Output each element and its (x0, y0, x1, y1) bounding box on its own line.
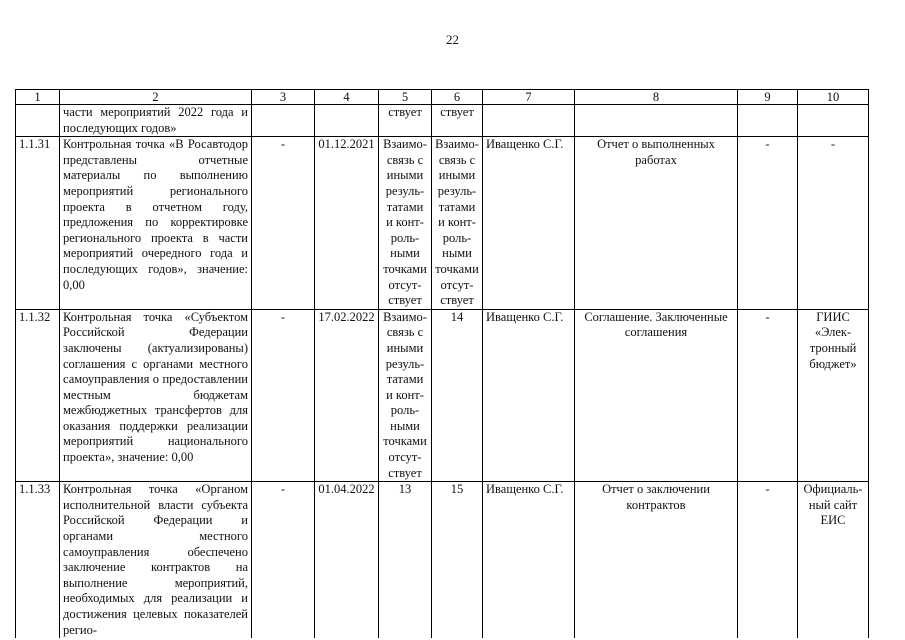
row-col9: - (738, 137, 798, 310)
row-responsible: Иващенко С.Г. (483, 309, 575, 482)
row-number (16, 105, 60, 137)
column-header: 5 (379, 90, 432, 105)
row-col9 (738, 105, 798, 137)
row-col6: 14 (432, 309, 483, 482)
row-col3: - (252, 309, 315, 482)
row-col6: 15 (432, 482, 483, 638)
row-date (315, 105, 379, 137)
row-date: 01.12.2021 (315, 137, 379, 310)
row-col6: Взаимо- связь с иными резуль- татами и конт- роль- ными точками отсут- ствует (432, 137, 483, 310)
row-col9: - (738, 482, 798, 638)
row-col5: 13 (379, 482, 432, 638)
row-name: Контрольная точка «Субъектом Российской Федерации заключены (актуализированы) соглашения с органами местного самоуправления о предоставлении местным бюджетам межбюджетных трансфертов для оказания поддержки реализации мероприятий национального проекта», значение: 0,00 (60, 309, 252, 482)
row-number: 1.1.33 (16, 482, 60, 638)
row-system: ГИИС «Элек- тронный бюджет» (798, 309, 869, 482)
row-responsible (483, 105, 575, 137)
row-col6: ствует (432, 105, 483, 137)
row-col3: - (252, 137, 315, 310)
row-document: Отчет о выполненных работах (575, 137, 738, 310)
row-col5: Взаимо- связь с иными резуль- татами и конт- роль- ными точками отсут- ствует (379, 137, 432, 310)
row-responsible: Иващенко С.Г. (483, 137, 575, 310)
header-row (16, 90, 869, 105)
column-header: 1 (16, 90, 60, 105)
row-col3: - (252, 482, 315, 638)
table-row (16, 137, 869, 310)
column-header: 9 (738, 90, 798, 105)
page-number: 22 (446, 32, 459, 47)
column-header: 6 (432, 90, 483, 105)
row-col5: Взаимо- связь с иными резуль- татами и конт- роль- ными точками отсут- ствует (379, 309, 432, 482)
row-name: Контрольная точка «В Росавтодор представлены отчетные материалы по выполнению мероприятий регионального проекта в отчетном году, предложения по корректировке регионального проекта в части мероприятий очередного года и последующих годов», значение: 0,00 (60, 137, 252, 310)
row-number: 1.1.31 (16, 137, 60, 310)
row-col3 (252, 105, 315, 137)
column-header: 4 (315, 90, 379, 105)
row-responsible: Иващенко С.Г. (483, 482, 575, 638)
row-col5: ствует (379, 105, 432, 137)
row-name: Контрольная точка «Органом исполнительной власти субъекта Российской Федерации и органами местного самоуправления обеспечено заключение контрактов на выполнение мероприятий, необходимых для реализации и достижения целевых показателей регио- (60, 482, 252, 638)
table-row (16, 105, 869, 137)
row-system (798, 105, 869, 137)
activities-table (15, 89, 869, 638)
row-system: - (798, 137, 869, 310)
row-document (575, 105, 738, 137)
table-row (16, 482, 869, 638)
column-header: 2 (60, 90, 252, 105)
column-header: 3 (252, 90, 315, 105)
column-header: 7 (483, 90, 575, 105)
column-header: 10 (798, 90, 869, 105)
row-number: 1.1.32 (16, 309, 60, 482)
row-date: 17.02.2022 (315, 309, 379, 482)
column-header: 8 (575, 90, 738, 105)
row-col9: - (738, 309, 798, 482)
row-document: Отчет о заключении контрактов (575, 482, 738, 638)
row-name: части мероприятий 2022 года и последующих годов» (60, 105, 252, 137)
table-row (16, 309, 869, 482)
row-system: Официаль- ный сайт ЕИС (798, 482, 869, 638)
row-date: 01.04.2022 (315, 482, 379, 638)
row-document: Соглашение. Заключенные соглашения (575, 309, 738, 482)
